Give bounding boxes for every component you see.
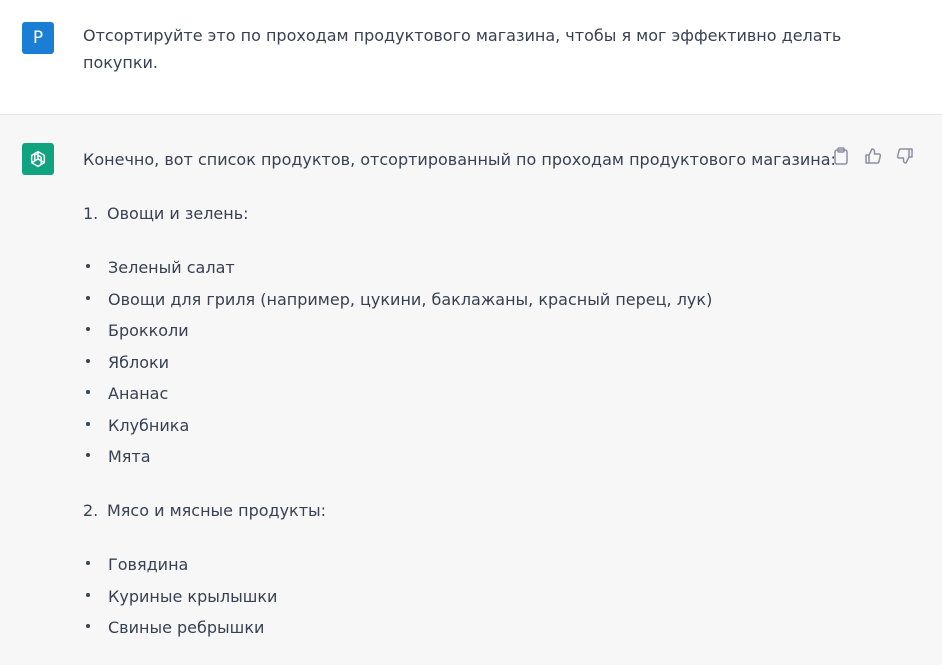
thumbs-down-icon[interactable] [894, 146, 916, 166]
user-message-row [0, 0, 942, 115]
openai-logo-icon [27, 148, 49, 170]
list-item: Яблоки [86, 349, 712, 381]
list-item: Мята [86, 443, 712, 475]
assistant-intro-text: Конечно, вот список продуктов, отсортированный по проходам продуктового магазина: [83, 150, 836, 169]
user-avatar: P [22, 22, 54, 54]
user-message-text: Отсортируйте это по проходам продуктового магазина, чтобы я мог эффективно делать покупки. [83, 26, 842, 72]
vegetables-list [86, 254, 712, 475]
thumbs-up-icon[interactable] [862, 146, 884, 166]
list-item: Клубника [86, 412, 712, 444]
section-title: Мясо и мясные продукты: [107, 501, 327, 520]
list-item: Свиные ребрышки [86, 614, 277, 646]
section-number: 2. [83, 501, 99, 520]
section-number: 1. [83, 204, 99, 223]
list-item: Говядина [86, 551, 277, 583]
list-item: Брокколи [86, 317, 712, 349]
list-item: Овощи для гриля (например, цукини, баклажаны, красный перец, лук) [86, 286, 712, 318]
assistant-avatar [22, 143, 54, 175]
list-item: Зеленый салат [86, 254, 712, 286]
list-item: Ананас [86, 380, 712, 412]
list-item: Куриные крылышки [86, 583, 277, 615]
meat-list [86, 551, 277, 646]
section-heading-vegetables [83, 200, 249, 227]
assistant-message-row [0, 116, 942, 665]
section-heading-meat [83, 497, 326, 524]
section-title: Овощи и зелень: [107, 204, 249, 223]
message-actions [830, 146, 916, 166]
